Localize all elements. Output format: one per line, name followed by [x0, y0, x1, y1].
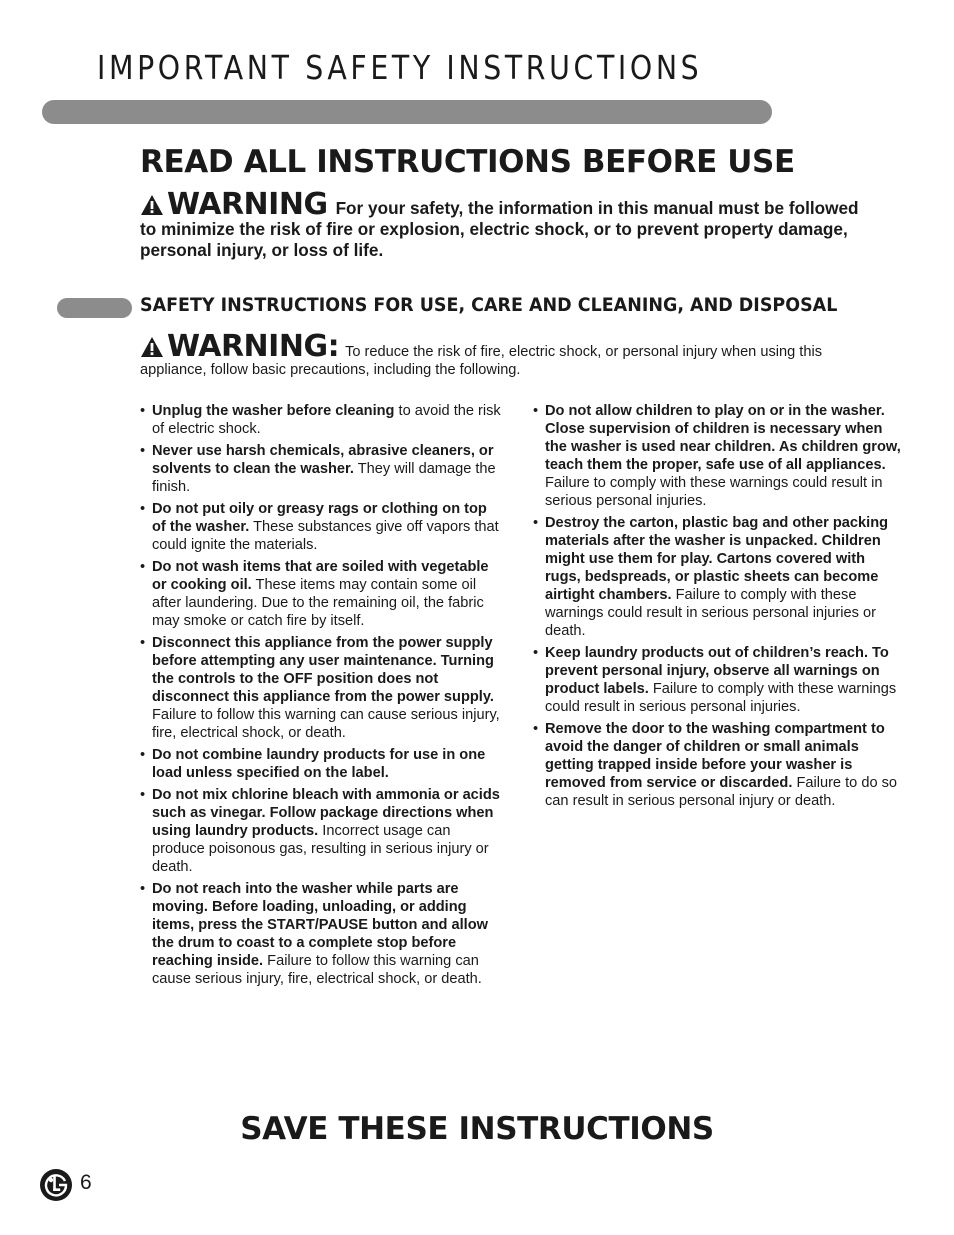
item-bold-text: Never use harsh chemicals, abrasive cleaners, or solvents to clean the washer. [152, 443, 494, 477]
warning-label [140, 329, 339, 364]
lg-logo-icon [39, 1168, 73, 1202]
list-item [533, 644, 901, 716]
list-item [140, 746, 502, 782]
item-bold-text: Do not reach into the washer while parts are moving. Before loading, unloading, or adding items, press the START/PAUSE button and allow the drum to coast to a complete stop before reaching inside. [152, 881, 488, 969]
item-bold-text: Disconnect this appliance from the power supply before attempting any user maintenance. Turning the controls to the OFF position does not disconnect this appliance from the power supply. [152, 635, 494, 705]
item-bold-text: Keep laundry products out of children’s reach. To prevent personal injury, observe all warnings on product labels. [545, 645, 889, 697]
warning-label-text: WARNING: [167, 329, 340, 364]
warning-label-text: WARNING [167, 187, 328, 222]
section-heading: SAFETY INSTRUCTIONS FOR USE, CARE AND CLEANING, AND DISPOSAL [140, 294, 838, 316]
item-text: Failure to follow this warning can cause serious injury, fire, electrical shock, or death. [152, 953, 482, 987]
list-item [140, 634, 502, 742]
list-item [140, 442, 502, 496]
list-item [140, 786, 502, 876]
item-bold-text: Do not combine laundry products for use in one load unless specified on the label. [152, 747, 486, 781]
warning-intro-text: To reduce the risk of fire, electric shock, or personal injury when using this appliance, follow basic precautions, including the following. [140, 344, 823, 378]
item-text: Incorrect usage can produce poisonous gas, resulting in serious injury or death. [152, 823, 489, 875]
item-bold-text: Do not put oily or greasy rags or clothing on top of the washer. [152, 501, 487, 535]
item-text: Failure to comply with these warnings could result in serious personal injuries. [545, 681, 897, 715]
item-bold-text: Do not allow children to play on or in the washer. Close supervision of children is necessary when the washer is used near children. As children grow, teach them the proper, safe use of all appliances. [545, 403, 901, 473]
item-bold-text: Destroy the carton, plastic bag and other packing materials after the washer is unpacked. Children might use them for play. Cartons covered with rugs, bedspreads, or plastic sheets can become airtight chambers. [545, 515, 889, 603]
list-item [533, 514, 901, 640]
list-item [140, 500, 502, 554]
item-text: to avoid the risk of electric shock. [152, 403, 501, 437]
item-bold-text: Do not wash items that are soiled with vegetable or cooking oil. [152, 559, 489, 593]
list-item [140, 558, 502, 630]
item-text: Failure to comply with these warnings could result in serious personal injuries. [545, 475, 883, 509]
warning-block-secondary [140, 329, 870, 379]
warning-label [140, 187, 328, 222]
header-bar [42, 100, 772, 124]
warning-triangle-icon [140, 336, 164, 358]
main-title: READ ALL INSTRUCTIONS BEFORE USE [140, 144, 795, 180]
list-item [140, 880, 502, 988]
list-item [533, 402, 901, 510]
item-text: Failure to comply with these warnings could result in serious personal injuries or death. [545, 587, 876, 639]
warning-block-primary [140, 187, 860, 261]
left-instruction-list [140, 402, 502, 992]
item-text: They will damage the finish. [152, 461, 496, 495]
list-item [140, 402, 502, 438]
warning-triangle-icon [140, 194, 164, 216]
page-header-title: IMPORTANT SAFETY INSTRUCTIONS [97, 48, 703, 87]
item-text: Failure to do so can result in serious personal injury or death. [545, 775, 898, 809]
section-pill-marker [57, 298, 132, 318]
page-number: 6 [80, 1171, 92, 1194]
item-text: These substances give off vapors that could ignite the materials. [152, 519, 499, 553]
list-item [533, 720, 901, 810]
warning-text: For your safety, the information in this manual must be followed to minimize the risk of fire or explosion, electric shock, or to prevent property damage, personal injury, or loss of life. [140, 198, 859, 260]
item-bold-text: Do not mix chlorine bleach with ammonia or acids such as vinegar. Follow package directions when using laundry products. [152, 787, 500, 839]
item-text: Failure to follow this warning can cause serious injury, fire, electrical shock, or death. [152, 707, 500, 741]
right-instruction-list [533, 402, 901, 814]
item-bold-text: Unplug the washer before cleaning [152, 403, 395, 419]
save-instructions-title: SAVE THESE INSTRUCTIONS [240, 1111, 714, 1147]
item-bold-text: Remove the door to the washing compartment to avoid the danger of children or small animals getting trapped inside before your washer is removed from service or discarded. [545, 721, 885, 791]
item-text: These items may contain some oil after laundering. Due to the remaining oil, the fabric may smoke or catch fire by itself. [152, 577, 484, 629]
